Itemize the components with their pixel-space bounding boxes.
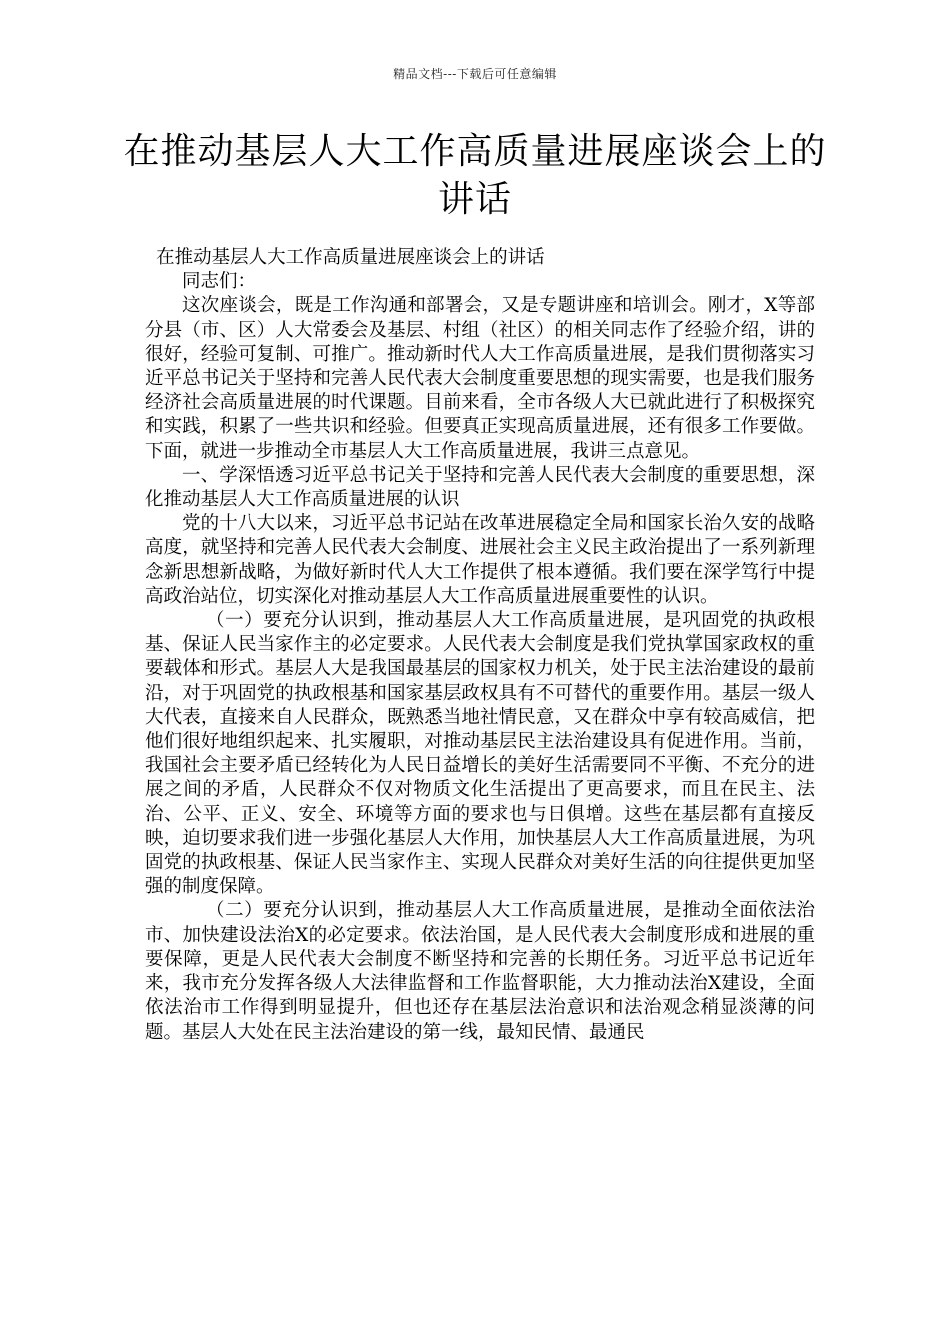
section-heading-1: 一、学深悟透习近平总书记关于坚持和完善人民代表大会制度的重要思想，深化推动基层人大工作高质量进展的认识 [145, 464, 815, 511]
paragraph-section-1: 党的十八大以来，习近平总书记站在改革进展稳定全局和国家长治久安的战略高度，就坚持和完善人民代表大会制度、进展社会主义民主政治提出了一系列新理念新思想新战略，为做好新时代人大工作提供了根本遵循。我们要在深学笃行中提高政治站位，切实深化对推动基层人大工作高质量进展重要性的认识。 [145, 513, 815, 607]
header-note: 精品文档---下载后可任意编辑 [393, 67, 557, 81]
document-subtitle: 在推动基层人大工作高质量进展座谈会上的讲话 [156, 247, 545, 268]
paragraph-intro: 这次座谈会，既是工作沟通和部署会，又是专题讲座和培训会。刚才，X等部分县（市、区）人大常委会及基层、村组（社区）的相关同志作了经验介绍，讲的很好，经验可复制、可推广。推动新时代人大工作高质量进展，是我们贯彻落实习近平总书记关于坚持和完善人民代表大会制度重要思想的现实需要，也是我们服务经济社会高质量进展的时代课题。目前来看，全市各级人大已就此进行了积极探究和实践，积累了一些共识和经验。但要真正实现高质量进展，还有很多工作要做。下面，就进一步推动全市基层人大工作高质量进展，我讲三点意见。 [145, 295, 815, 462]
paragraph-point-1: （一）要充分认识到，推动基层人大工作高质量进展，是巩固党的执政根基、保证人民当家作主的必定要求。人民代表大会制度是我们党执掌国家政权的重要载体和形式。基层人大是我国最基层的国家权力机关，处于民主法治建设的最前沿，对于巩固党的执政根基和国家基层政权具有不可替代的重要作用。基层一级人大代表，直接来自人民群众，既熟悉当地社情民意，又在群众中享有较高威信，把他们很好地组织起来、扎实履职，对推动基层民主法治建设具有促进作用。当前，我国社会主要矛盾已经转化为人民日益增长的美好生活需要同不平衡、不充分的进展之间的矛盾，人民群众不仅对物质文化生活提出了更高要求，而且在民主、法治、公平、正义、安全、环境等方面的要求也与日俱增。这些在基层都有直接反映，迫切要求我们进一步强化基层人大作用，加快基层人大工作高质量进展，为巩固党的执政根基、保证人民当家作主、实现人民群众对美好生活的向往提供更加坚强的制度保障。 [145, 610, 815, 898]
greeting: 同志们： [182, 271, 257, 293]
paragraph-point-2: （二）要充分认识到，推动基层人大工作高质量进展，是推动全面依法治市、加快建设法治X的必定要求。依法治国，是人民代表大会制度形成和进展的重要保障，更是人民代表大会制度不断坚持和完善的长期任务。习近平总书记近年来，我市充分发挥各级人大法律监督和工作监督职能，大力推动法治X建设，全面依法治市工作得到明显提升，但也还存在基层法治意识和法治观念稍显淡薄的问题。基层人大处在民主法治建设的第一线，最知民情、最通民 [145, 900, 815, 1043]
document-title: 在推动基层人大工作高质量进展座谈会上的讲话 [123, 131, 827, 220]
document-body [145, 246, 815, 1045]
